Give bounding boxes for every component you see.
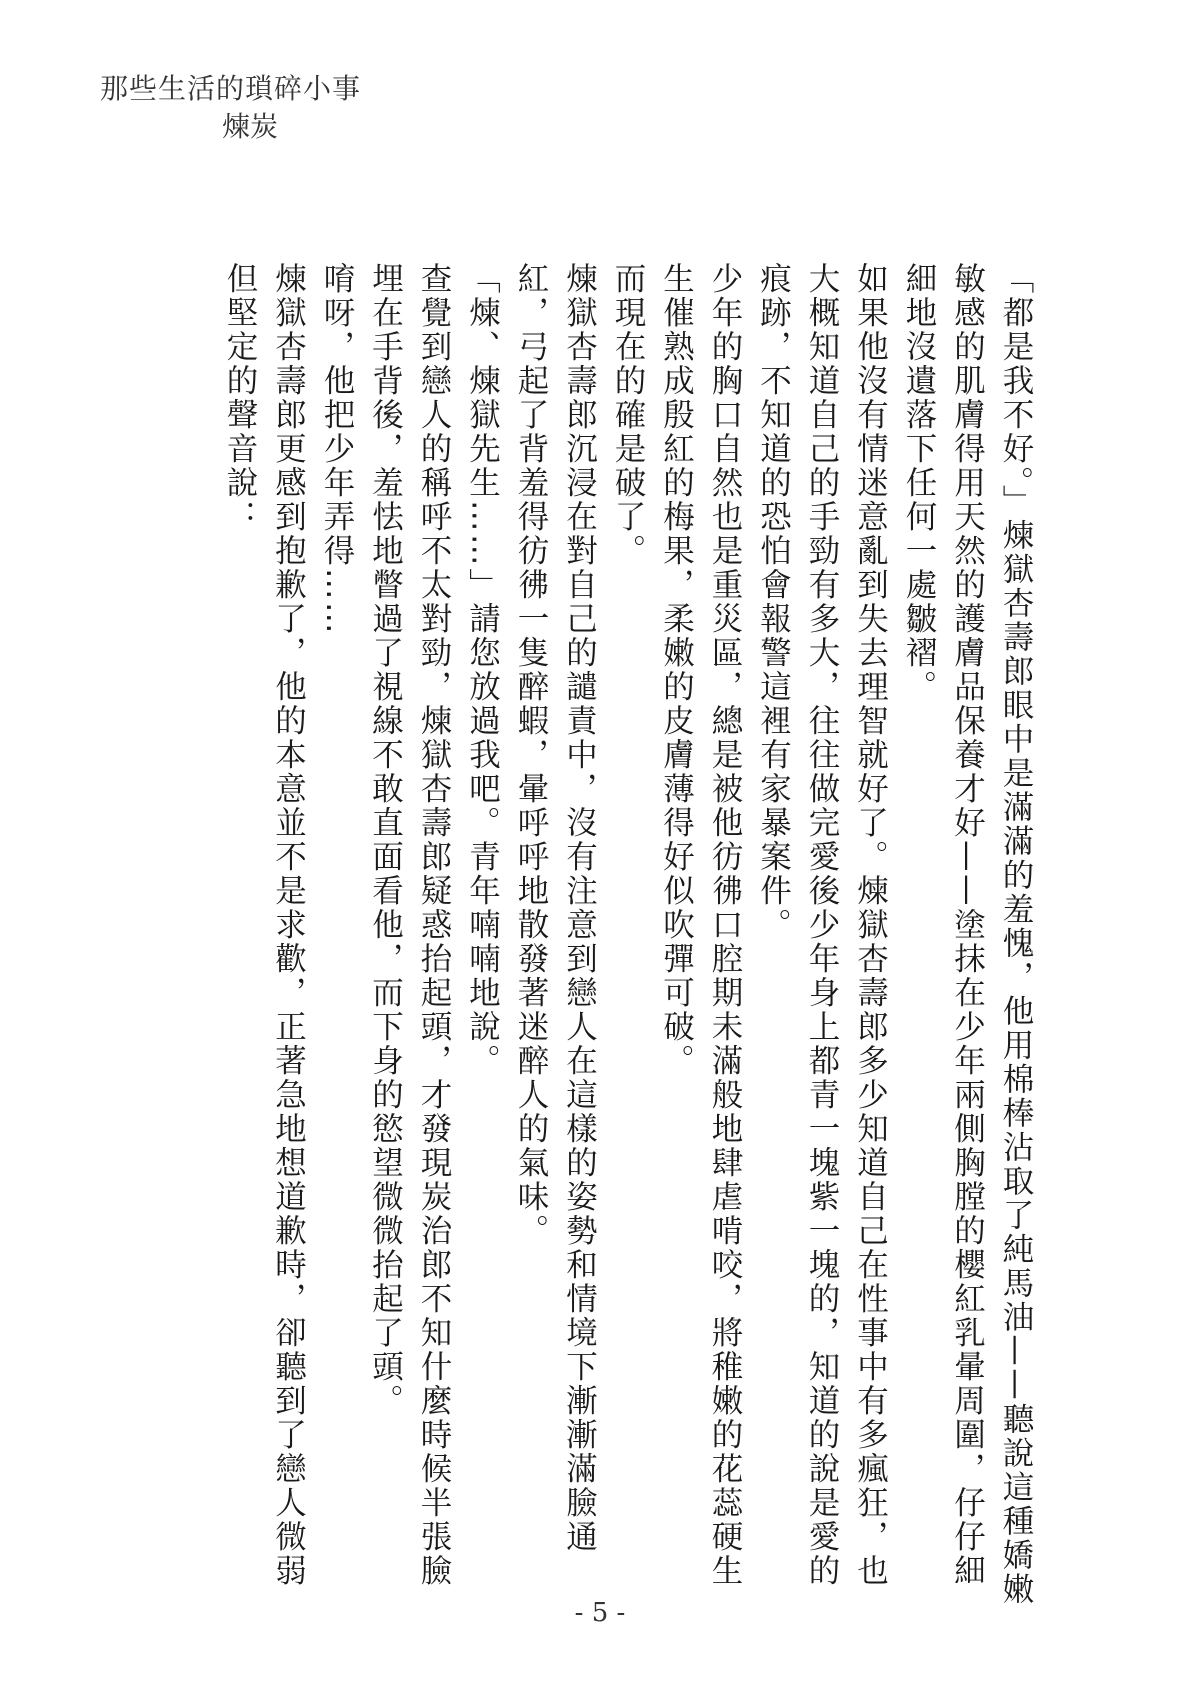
paragraph: 「煉、煉獄先生……」請您放過我吧。青年喃喃地說。 — [464, 262, 501, 1078]
paragraph: 少年的胸口自然也是重災區，總是被他彷彿口腔期未滿般地肆虐啃咬，將稚嫩的花蕊硬生生催熟成殷紅的梅果，柔嫩的皮膚薄得好似吹彈可破。 — [658, 262, 743, 1588]
book-title: 那些生活的瑣碎小事 — [100, 72, 362, 105]
paragraph: 「都是我不好。」煉獄杏壽郎眼中是滿滿的羞愧，他用棉棒沾取了純馬油——聽說這種嬌嫩敏感的肌膚得用天然的護膚品保養才好——塗抹在少年兩側胸膛的櫻紅乳暈周圍，仔仔細細地沒遺落下任何一處皺褶。 — [901, 262, 1034, 1607]
page-number: - 5 - — [574, 1598, 626, 1628]
paragraph: 煉獄杏壽郎沉浸在對自己的譴責中，沒有注意到戀人在這樣的姿勢和情境下漸漸滿臉通紅，弓起了背羞得彷彿一隻醉蝦，暈呼呼地散發著迷醉人的氣味。 — [513, 262, 598, 1554]
paragraph: 煉獄杏壽郎更感到抱歉了，他的本意並不是求歡，正著急地想道歉時，卻聽到了戀人微弱但堅定的聲音說： — [222, 262, 307, 1588]
book-subtitle: 煉炭 — [222, 110, 279, 143]
page-header — [100, 70, 420, 146]
story-text — [216, 262, 1041, 1617]
paragraph: 查覺到戀人的稱呼不太對勁，煉獄杏壽郎疑惑抬起頭，才發現炭治郎不知什麼時候半張臉埋在手背後，羞怯地瞥過了視線不敢直面看他，而下身的慾望微微抬起了頭。 — [367, 262, 452, 1588]
paragraph: 如果他沒有情迷意亂到失去理智就好了。煉獄杏壽郎多少知道自己在性事中有多瘋狂，也大概知道自己的手勁有多大，往往做完愛後少年身上都青一塊紫一塊的，知道的說是愛的痕跡，不知道的恐怕會報警這裡有家暴案件。 — [755, 262, 889, 1588]
paragraph: 而現在的確是破了。 — [610, 262, 646, 568]
paragraph: 唷呀，他把少年弄得…… — [319, 262, 355, 636]
